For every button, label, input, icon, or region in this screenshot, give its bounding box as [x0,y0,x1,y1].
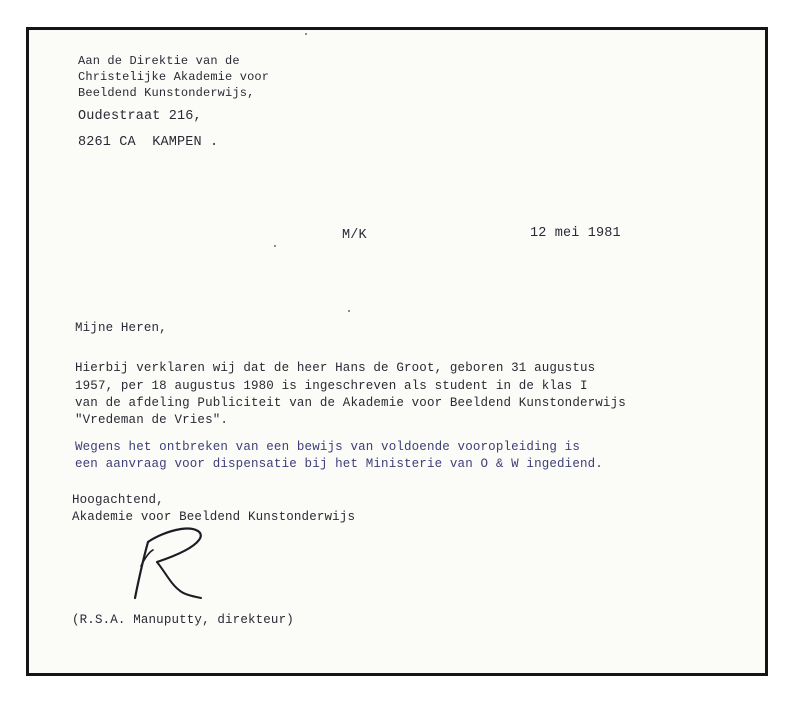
paragraph-2-line-2: een aanvraag voor dispensatie bij het Ministerie van O & W ingediend. [75,457,603,471]
address-city: 8261 CA KAMPEN . [78,135,219,150]
paragraph-2-line-1: Wegens het ontbreken van een bewijs van voldoende vooropleiding is [75,440,580,454]
salutation: Mijne Heren, [75,321,167,335]
signatory-name: (R.S.A. Manuputty, direkteur) [72,613,294,627]
address-line-2: Christelijke Akademie voor [78,70,270,84]
paragraph-1-line-2: 1957, per 18 augustus 1980 is ingeschreven als student in de klas I [75,379,588,393]
reference-code: M/K [342,228,367,243]
address-street: Oudestraat 216, [78,109,202,124]
paper-speck [305,33,307,35]
address-line-1: Aan de Direktie van de [78,54,240,68]
paper-speck [348,310,350,312]
paragraph-1-line-1: Hierbij verklaren wij dat de heer Hans de Groot, geboren 31 augustus [75,361,596,375]
letter-date: 12 mei 1981 [530,226,621,241]
closing: Hoogachtend, [72,493,164,507]
address-line-3: Beeldend Kunstonderwijs, [78,86,255,100]
paper-speck [274,245,276,247]
handwritten-signature [113,512,213,602]
paragraph-1-line-3: van de afdeling Publiciteit van de Akademie voor Beeldend Kunstonderwijs [75,396,626,410]
paragraph-1-line-4: "Vredeman de Vries". [75,413,229,427]
sender-organization: Akademie voor Beeldend Kunstonderwijs [72,510,356,524]
